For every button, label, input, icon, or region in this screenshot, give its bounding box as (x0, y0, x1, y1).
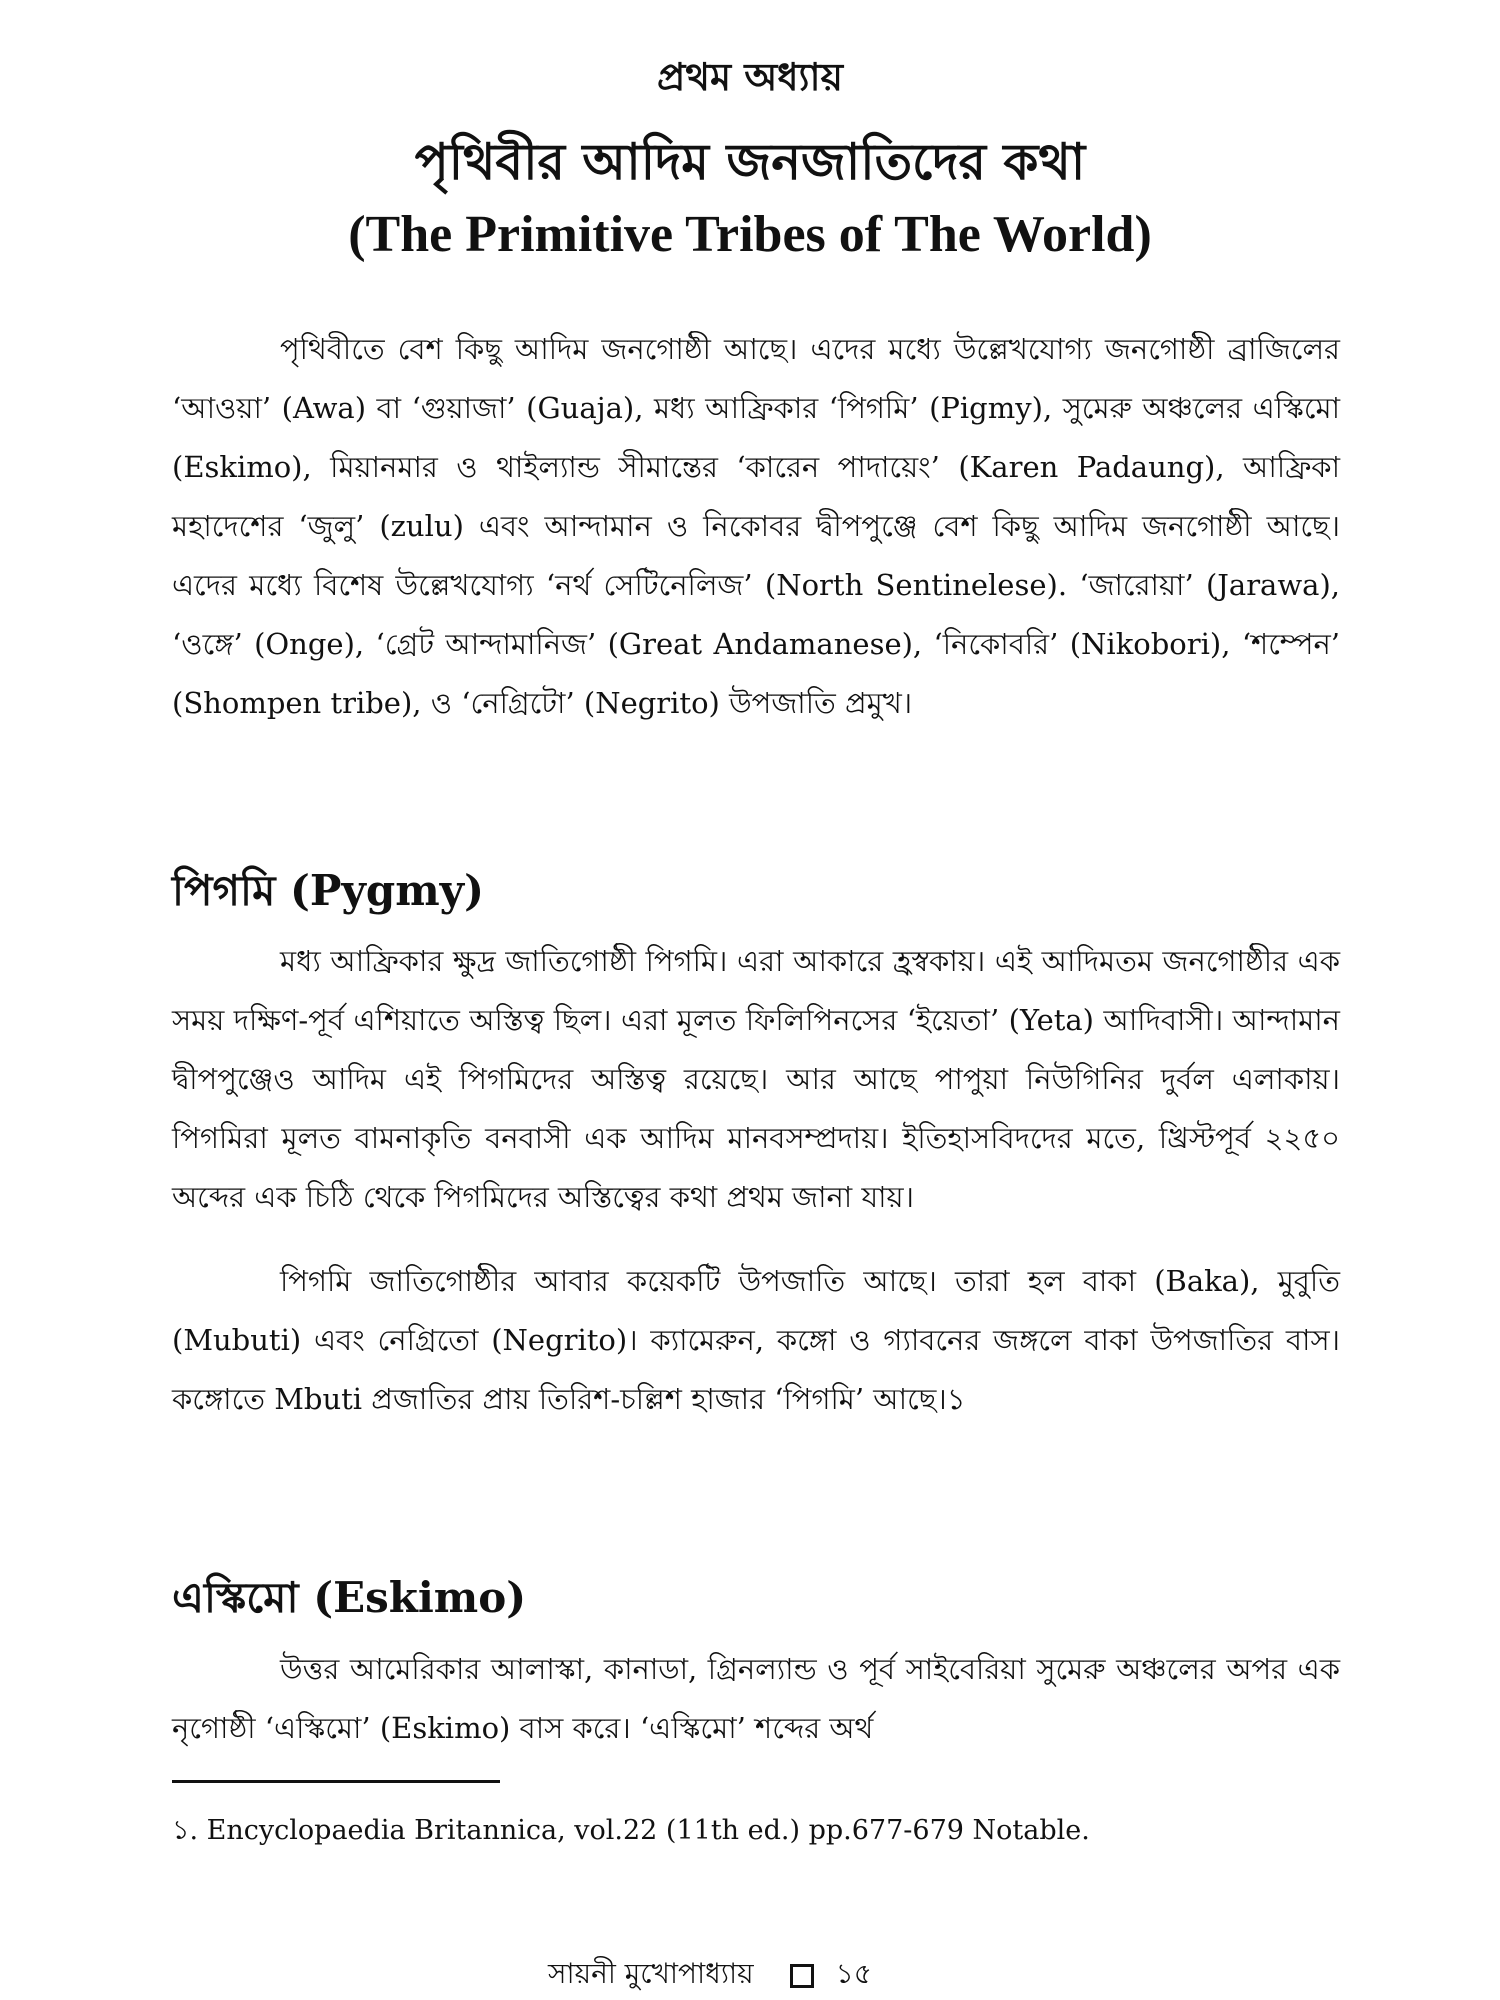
chapter-label: প্রথম অধ্যায় (657, 54, 843, 99)
section-heading-pygmy: পিগমি (Pygmy) (172, 866, 484, 915)
footnote-divider (172, 1780, 500, 1783)
pygmy-paragraph-1: মধ্য আফ্রিকার ক্ষুদ্র জাতিগোষ্ঠী পিগমি। এরা আকারে হ্রস্বকায়। এই আদিমতম জনগোষ্ঠীর এক সময় দক্ষিণ-পূর্ব এশিয়াতে অস্তিত্ব ছিল। এরা মূলত ফিলিপিনসের ‘ইয়েতা’ (Yeta) আদিবাসী। আন্দামান দ্বীপপুঞ্জেও আদিম এই পিগমিদের অস্তিত্ব রয়েছে। আর আছে পাপুয়া নিউগিনির দুর্বল এলাকায়। পিগমিরা মূলত বামনাকৃতি বনবাসী এক আদিম মানবসম্প্রদায়। ইতিহাসবিদদের মতে, খ্রিস্টপূর্ব ২২৫০ অব্দের এক চিঠি থেকে পিগমিদের অস্তিত্বের কথা প্রথম জানা যায়। (172, 944, 1340, 1214)
page-footer (548, 1952, 872, 1999)
pygmy-paragraph-2: পিগমি জাতিগোষ্ঠীর আবার কয়েকটি উপজাতি আছে। তারা হল বাকা (Baka), মুবুতি (Mubuti) এবং নেগ্রিতো (Negrito)। ক্যামেরুন, কঙ্গো ও গ্যাবনের জঙ্গলে বাকা উপজাতির বাস। কঙ্গোতে Mbuti প্রজাতির প্রায় তিরিশ-চল্লিশ হাজার ‘পিগমি’ আছে।১ (172, 1264, 1340, 1416)
eskimo-paragraph-1: উত্তর আমেরিকার আলাস্কা, কানাডা, গ্রিনল্যান্ড ও পূর্ব সাইবেরিয়া সুমেরু অঞ্চলের অপর এক নৃগোষ্ঠী ‘এস্কিমো’ (Eskimo) বাস করে। ‘এস্কিমো’ শব্দের অর্থ (172, 1652, 1340, 1745)
page-number: ১৫ (835, 1957, 872, 1990)
section-heading-eskimo: এস্কিমো (Eskimo) (172, 1573, 527, 1622)
square-icon (790, 1964, 814, 1988)
intro-paragraph: পৃথিবীতে বেশ কিছু আদিম জনগোষ্ঠী আছে। এদের মধ্যে উল্লেখযোগ্য জনগোষ্ঠী ব্রাজিলের ‘আওয়া’ (Awa) বা ‘গুয়াজা’ (Guaja), মধ্য আফ্রিকার ‘পিগমি’ (Pigmy), সুমেরু অঞ্চলের এস্কিমো (Eskimo), মিয়ানমার ও থাইল্যান্ড সীমান্তের ‘কারেন পাদায়েং’ (Karen Padaung), আফ্রিকা মহাদেশের ‘জুলু’ (zulu) এবং আন্দামান ও নিকোবর দ্বীপপুঞ্জে বেশ কিছু আদিম জনগোষ্ঠী আছে। এদের মধ্যে বিশেষ উল্লেখযোগ্য ‘নর্থ সেটিনেলিজ’ (North Sentinelese). ‘জারোয়া’ (Jarawa), ‘ওঙ্গে’ (Onge), ‘গ্রেট আন্দামানিজ’ (Great Andamanese), ‘নিকোবরি’ (Nikobori), ‘শম্পেন’ (Shompen tribe), ও ‘নেগ্রিটো’ (Negrito) উপজাতি প্রমুখ। (172, 332, 1340, 720)
footnote: ১. Encyclopaedia Britannica, vol.22 (11th ed.) pp.677-679 Notable. (172, 1815, 1090, 1846)
chapter-title-english: (The Primitive Tribes of The World) (348, 206, 1152, 263)
footer-author: সায়নী মুখোপাধ্যায় (548, 1957, 754, 1990)
chapter-title: পৃথিবীর আদিম জনজাতিদের কথা (414, 132, 1086, 191)
